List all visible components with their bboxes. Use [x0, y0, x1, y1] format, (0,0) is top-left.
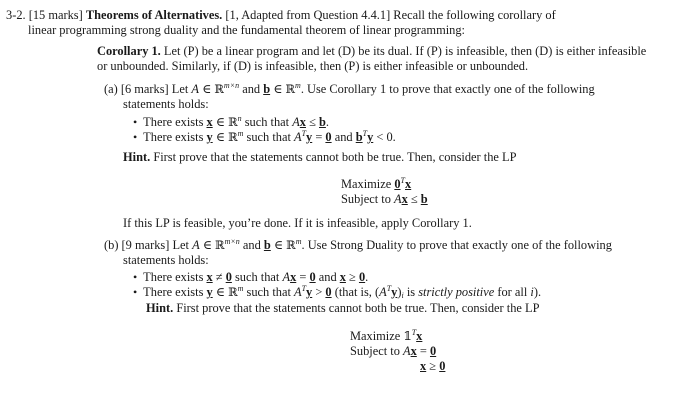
part-a-statement-1: • There exists x ∈ ℝ$^n$ such that Ax ≤ b. [133, 114, 330, 129]
part-a-label: (a) [6 marks] [104, 82, 169, 96]
part-b-lp-constraint-2: x ≥ 0 [420, 359, 446, 373]
part-a-statement-2: • There exists y ∈ ℝ$^m$ such that $A^Ty = 0$ and $b^Ty < 0$. [133, 129, 396, 144]
part-b-hint-text: First prove that the statements cannot both be true. Then, consider the LP [176, 301, 540, 315]
part-b-line2: statements holds: [123, 253, 209, 267]
problem-header-line2: linear programming strong duality and the fundamental theorem of linear programming: [28, 23, 465, 37]
part-a-lp-constraint: Subject to Ax ≤ b [341, 192, 428, 206]
part-b-statement-1: • There exists x ≠ 0 such that Ax = 0 and x ≥ 0. [133, 270, 369, 284]
problem-header [6, 8, 556, 23]
corollary-text-1: Let (P) be a linear program and let (D) be its dual. If (P) is infeasible, then (D) is either infeasible [163, 44, 647, 58]
part-b-line1: (b) [9 marks] Let A ∈ ℝ$^{m\times n}$ and b ∈ ℝ$^m$. Use Strong Duality to prove that exactly one of the following [104, 237, 612, 252]
part-b-statement-2: • There exists y ∈ ℝ$^m$ such that $A^Ty > 0$ (that is, $(A^Ty)_i$ is strictly positive for all i). [133, 284, 542, 300]
part-b-lp-maximize-label: Maximize [350, 329, 401, 343]
part-a-after-lp: If this LP is feasible, you’re done. If it is infeasible, apply Corollary 1. [123, 216, 472, 230]
problem-marks: [15 marks] [28, 8, 83, 22]
part-a-line2: statements holds: [123, 97, 209, 111]
problem-title: Theorems of Alternatives. [85, 8, 223, 22]
part-b-lp-constraint-1: Subject to Ax = 0 [350, 344, 437, 358]
part-a-lp-subject-label: Subject to [341, 192, 391, 206]
part-b-lp-objective: Maximize $𝟙^Tx$ [350, 328, 423, 343]
part-a-lp-maximize-label: Maximize [341, 177, 392, 191]
corollary-line2: or unbounded. Similarly, if (D) is infeasible, then (P) is either infeasible or unbounded. [97, 59, 529, 73]
corollary-line1 [97, 44, 646, 59]
problem-header-tail: [1, Adapted from Question 4.4.1] Recall the following corollary of [225, 8, 556, 22]
part-a-hint-label: Hint. [123, 150, 151, 164]
part-a-lp-objective: Maximize $0^Tx$ [341, 176, 412, 191]
part-a-hint-text: First prove that the statements cannot both be true. Then, consider the LP [153, 150, 517, 164]
part-b-label: (b) [9 marks] [104, 238, 170, 252]
part-b-lp-subject-label: Subject to [350, 344, 400, 358]
corollary-label: Corollary 1. [97, 44, 161, 58]
problem-number: 3-2. [6, 8, 26, 22]
part-a-line1: (a) [6 marks] Let A ∈ ℝ$^{m\times n}$ and b ∈ ℝ$^m$. Use Corollary 1 to prove that exactly one of the following [104, 81, 595, 96]
part-b-hint [146, 301, 539, 316]
part-b-hint-label: Hint. [146, 301, 174, 315]
part-a-hint [123, 150, 516, 165]
